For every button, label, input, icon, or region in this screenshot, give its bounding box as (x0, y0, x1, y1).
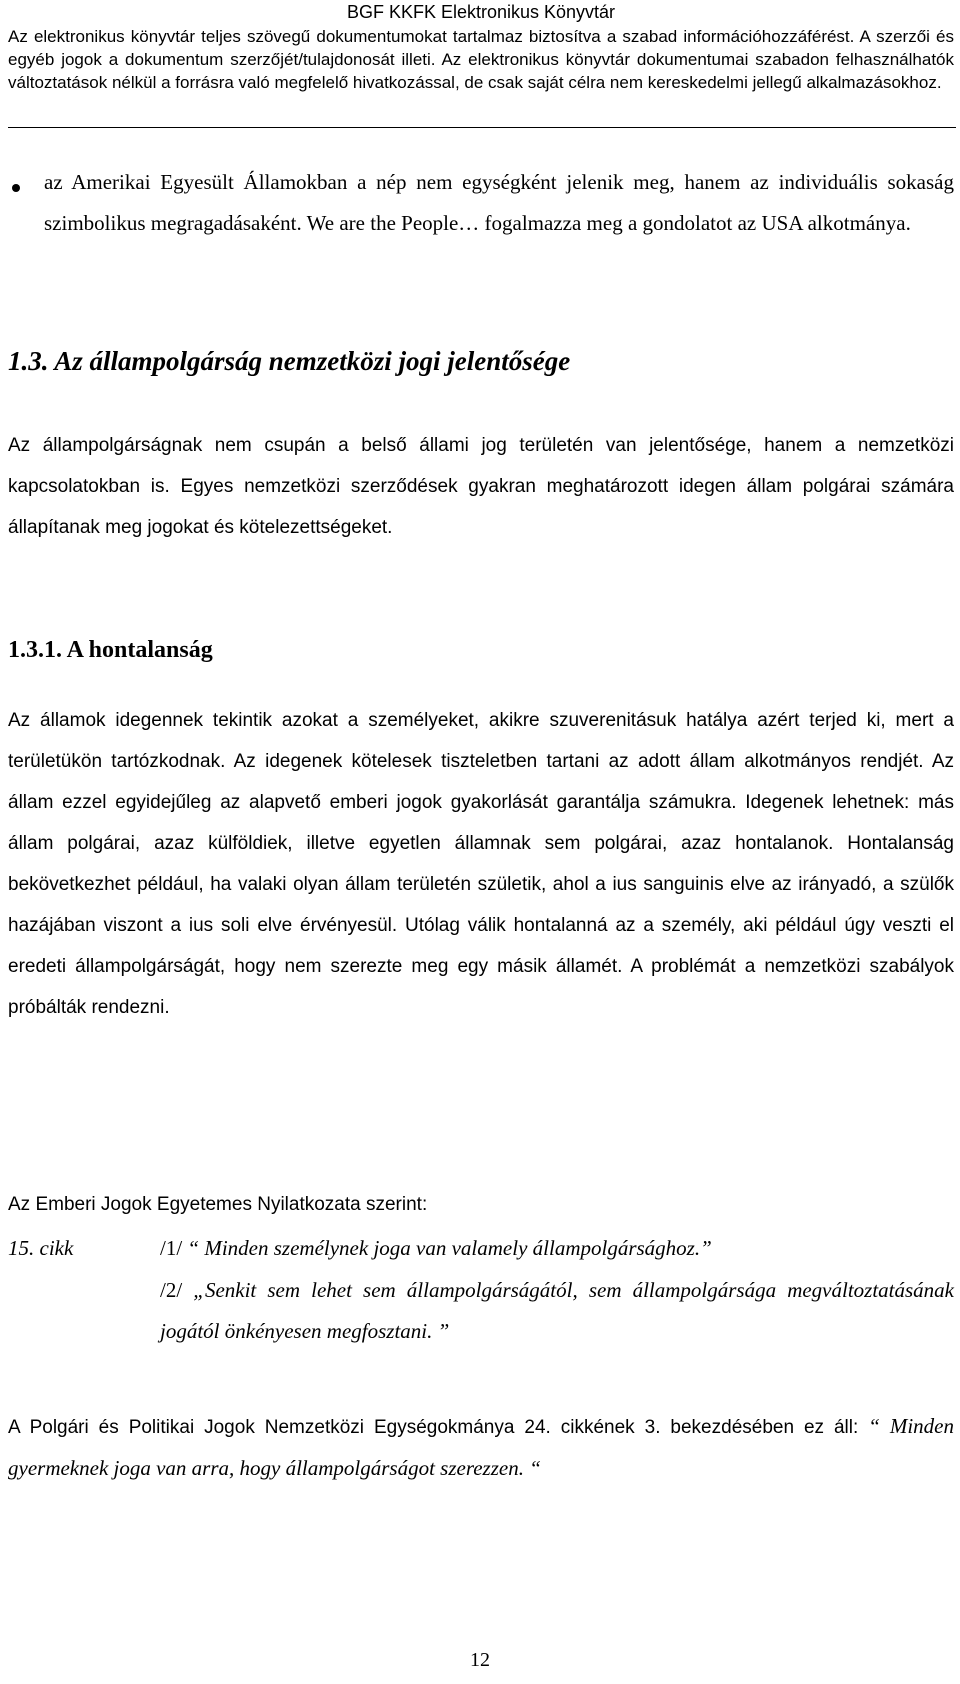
section-1-3-paragraph: Az állampolgárságnak nem csupán a belső állami jog területén van jelentősége, hanem a nemzetközi kapcsolatokban is. Egyes nemzetközi szerződések gyakran meghatározott idegen állam polgárai számára állapítanak meg jogokat és kötelezettségeket. (8, 435, 954, 538)
bullet-icon (12, 184, 20, 192)
point-number: /2/ (160, 1278, 183, 1302)
library-notice: Az elektronikus könyvtár teljes szövegű dokumentumokat tartalmaz biztosítva a szabad információhozzáférést. A szerzői és egyéb jogok a dokumentum szerzőjét/tulajdonosát illeti. Az elektronikus könyvtár dokumentumai szabadon felhasználhatók változtatások nélkül a forrásra való megfelelő hivatkozással, de csak saját célra nem kereskedelmi jellegű alkalmazásokhoz. (8, 27, 954, 92)
header-divider (8, 127, 956, 128)
library-header (8, 0, 954, 94)
point-text: “ Minden személynek joga van valamely állampolgársághoz.” (187, 1236, 712, 1260)
point-number: /1/ (160, 1236, 183, 1260)
declaration-intro: Az Emberi Jogok Egyetemes Nyilatkozata szerint: (8, 1194, 428, 1215)
article-point-2 (160, 1270, 954, 1352)
section-heading-1-3: 1.3. Az állampolgárság nemzetközi jogi jelentősége (8, 346, 571, 376)
library-title: BGF KKFK Elektronikus Könyvtár (346, 2, 616, 22)
section-1-3-1-paragraph: Az államok idegennek tekintik azokat a személyeket, akikre szuverenitásuk hatálya azért terjed ki, mert a területükön tartózkodnak. Az idegenek kötelesek tiszteletben tartani az adott állam alkotmányos rendjét. Az állam ezzel egyidejűleg az alapvető emberi jogok gyakorlását garantálja számukra. Idegenek lehetnek: más állam polgárai, azaz külföldiek, illetve egyetlen államnak sem polgárai, azaz hontalanok. Hontalanság bekövetkezhet például, ha valaki olyan állam területén születik, ahol a ius sanguinis elve az irányadó, a szülők hazájában viszont a ius soli elve érvényesül. Utólag válik hontalanná az a személy, aki például úgy veszti el eredeti állampolgárságát, hogy nem szerezte meg egy másik államét. A problémát a nemzetközi szabályok próbálták rendezni. (8, 710, 954, 1018)
covenant-text: A Polgári és Politikai Jogok Nemzetközi Egységokmánya 24. cikkének 3. bekezdésében ez áll: (8, 1417, 859, 1438)
covenant-quote: “ Minden gyermeknek joga van arra, hogy állampolgárságot szerezzen. “ (8, 1414, 955, 1480)
bullet-paragraph: az Amerikai Egyesült Államokban a nép nem egységként jelenik meg, hanem az individuális sokaság szimbolikus megragadásaként. We are the People… fogalmazza meg a gondolatot az USA alkotmánya. (44, 170, 954, 235)
page-number: 12 (470, 1649, 490, 1671)
covenant-paragraph (8, 1406, 954, 1490)
section-heading-1-3-1: 1.3.1. A hontalanság (8, 637, 213, 663)
point-text: „Senkit sem lehet sem állampolgárságától, sem állampolgársága megváltoztatásának jogától önkényesen megfosztani. ” (160, 1278, 954, 1343)
article-label: 15. cikk (8, 1236, 74, 1260)
article-point-1 (160, 1228, 954, 1269)
